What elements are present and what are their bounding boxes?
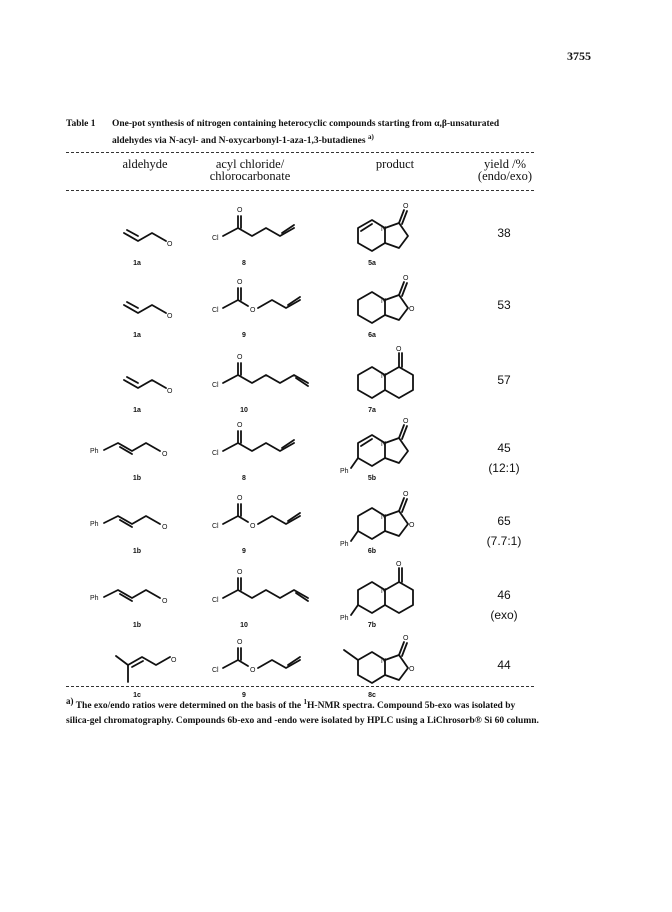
product-nitrogen-label: N bbox=[381, 226, 387, 233]
aldehyde-id-6: 1c bbox=[133, 692, 141, 699]
aldehyde-chain bbox=[124, 380, 166, 388]
product-left-ring bbox=[358, 367, 385, 398]
product-id-4: 6b bbox=[367, 548, 377, 555]
table-label: Table 1 bbox=[66, 119, 96, 129]
page-number: 3755 bbox=[567, 49, 591, 63]
reagent-id-6: 9 bbox=[242, 692, 246, 699]
aldehyde-structure-1 bbox=[82, 280, 192, 330]
aldehyde-chain bbox=[104, 443, 160, 451]
product-phenyl-bond bbox=[351, 605, 358, 615]
reagent-ester-bond bbox=[238, 300, 248, 306]
aldehyde-oxygen-label: O bbox=[162, 451, 168, 458]
header-rule bbox=[66, 190, 534, 191]
product-methyl-bond bbox=[344, 650, 358, 660]
footnote-text-a: The exo/endo ratios were determined on the basis of the bbox=[75, 701, 304, 712]
yield-value-2: 57 bbox=[497, 373, 511, 387]
yield-value-5: 46 bbox=[497, 588, 511, 602]
yield-ratio-3: (12:1) bbox=[488, 461, 520, 475]
product-nitrogen-label: N bbox=[381, 514, 387, 521]
header-acyl: acyl chloride/ chlorocarbonate bbox=[209, 157, 291, 183]
product-structure-3 bbox=[330, 413, 440, 483]
product-phenyl-bond bbox=[351, 458, 358, 468]
product-nitrogen-label: N bbox=[381, 441, 387, 448]
reagent-chain bbox=[238, 443, 294, 451]
aldehyde-chain bbox=[104, 516, 160, 524]
reagent-id-0: 8 bbox=[242, 260, 246, 267]
product-left-ring bbox=[358, 508, 385, 539]
aldehyde-id-4: 1b bbox=[132, 548, 142, 555]
aldehyde-chain bbox=[104, 590, 160, 598]
reagent-acyl-core bbox=[223, 648, 238, 668]
aldehyde-structure-2 bbox=[82, 355, 192, 405]
product-carbonyl-oxygen: O bbox=[403, 203, 409, 210]
product-nitrogen-label: N bbox=[381, 298, 387, 305]
reagent-carbonyl-oxygen: O bbox=[237, 422, 243, 429]
product-carbonyl-oxygen: O bbox=[396, 346, 402, 353]
reagent-acyl-core bbox=[223, 578, 238, 598]
reagent-ester-oxygen: O bbox=[250, 523, 256, 530]
aldehyde-structure-3 bbox=[82, 423, 192, 473]
reagent-carbonyl-oxygen: O bbox=[237, 207, 243, 214]
reagent-carbonyl-oxygen: O bbox=[237, 279, 243, 286]
reagent-chain bbox=[238, 228, 294, 236]
product-right-ring bbox=[385, 295, 408, 320]
aldehyde-oxygen-label: O bbox=[167, 313, 173, 320]
reagent-chlorine-label: Cl bbox=[212, 382, 219, 389]
yield-ratio-5: (exo) bbox=[490, 608, 518, 622]
reagent-chlorine-label: Cl bbox=[212, 450, 219, 457]
reagent-chlorine-label: Cl bbox=[212, 235, 219, 242]
product-id-0: 5a bbox=[368, 260, 376, 267]
reagent-acyl-core bbox=[223, 363, 238, 383]
aldehyde-id-3: 1b bbox=[132, 475, 142, 482]
footnote-text-b: H-NMR spectra. Compound 5b-exo was isolated by silica-gel chromatography. Compounds 6b-exo and -endo were isolated by HPLC using a LiChrosorb® Si 60 column. bbox=[66, 701, 539, 727]
caption-line-1: One-pot synthesis of nitrogen containing heterocyclic compounds starting from α,β-unsaturated bbox=[112, 119, 500, 129]
aldehyde-oxygen-label: O bbox=[162, 524, 168, 531]
reagent-chlorine-label: Cl bbox=[212, 597, 219, 604]
reagent-acyl-core bbox=[223, 504, 238, 524]
reagent-id-2: 10 bbox=[240, 407, 248, 414]
reagent-chlorine-label: Cl bbox=[212, 667, 219, 674]
reagent-carbonyl-oxygen: O bbox=[237, 495, 243, 502]
footnote-sup: 1 bbox=[303, 698, 308, 706]
product-phenyl-bond bbox=[351, 531, 358, 541]
product-carbonyl-oxygen: O bbox=[403, 491, 409, 498]
reagent-structure-6 bbox=[210, 630, 320, 692]
yield-value-1: 53 bbox=[497, 298, 511, 312]
yield-value-6: 44 bbox=[497, 658, 511, 672]
product-phenyl-label: Ph bbox=[340, 615, 349, 622]
caption-line-2: aldehydes via N-acyl- and N-oxycarbonyl-1-aza-1,3-butadienes bbox=[112, 136, 366, 147]
reagent-structure-2 bbox=[210, 345, 320, 407]
product-id-2: 7a bbox=[368, 407, 376, 414]
reagent-ester-bond bbox=[238, 516, 248, 522]
reagent-ester-oxygen: O bbox=[250, 307, 256, 314]
header-aldehyde: aldehyde bbox=[122, 157, 168, 171]
product-right-ring bbox=[385, 582, 413, 613]
product-carbonyl-oxygen: O bbox=[403, 275, 409, 282]
product-right-ring bbox=[385, 511, 408, 536]
reagent-carbonyl-oxygen: O bbox=[237, 639, 243, 646]
footnote-mark: a) bbox=[66, 696, 74, 706]
reagent-carbonyl-oxygen: O bbox=[237, 354, 243, 361]
product-structure-1 bbox=[330, 270, 440, 340]
aldehyde-structure-6 bbox=[82, 640, 192, 690]
product-carbonyl-oxygen: O bbox=[403, 418, 409, 425]
reagent-id-5: 10 bbox=[240, 622, 248, 629]
aldehyde-id-1: 1a bbox=[133, 332, 141, 339]
reagent-acyl-core bbox=[223, 431, 238, 451]
product-structure-2 bbox=[330, 345, 440, 415]
table-caption bbox=[66, 118, 546, 148]
product-structure-4 bbox=[330, 486, 440, 556]
product-structure-0 bbox=[330, 198, 440, 268]
top-rule bbox=[66, 152, 534, 153]
reagent-chlorine-label: Cl bbox=[212, 307, 219, 314]
aldehyde-oxygen-label: O bbox=[167, 388, 173, 395]
header-yield: yield /% (endo/exo) bbox=[477, 157, 533, 183]
yield-ratio-4: (7.7:1) bbox=[486, 534, 522, 548]
aldehyde-structure-5 bbox=[82, 570, 192, 620]
product-left-ring bbox=[358, 652, 385, 683]
aldehyde-structure-0 bbox=[82, 208, 192, 258]
aldehyde-id-0: 1a bbox=[133, 260, 141, 267]
reagent-id-1: 9 bbox=[242, 332, 246, 339]
aldehyde-phenyl-label: Ph bbox=[90, 521, 99, 528]
aldehyde-oxygen-label: O bbox=[171, 657, 177, 664]
product-phenyl-label: Ph bbox=[340, 468, 349, 475]
yield-value-4: 65 bbox=[497, 514, 511, 528]
product-right-ring bbox=[385, 223, 408, 248]
reagent-acyl-core bbox=[223, 216, 238, 236]
reagent-acyl-core bbox=[223, 288, 238, 308]
product-right-ring bbox=[385, 655, 408, 680]
product-phenyl-label: Ph bbox=[340, 541, 349, 548]
aldehyde-structure-4 bbox=[82, 496, 192, 546]
aldehyde-oxygen-label: O bbox=[162, 598, 168, 605]
product-id-5: 7b bbox=[367, 622, 377, 629]
reagent-structure-1 bbox=[210, 270, 320, 332]
product-nitrogen-label: N bbox=[381, 588, 387, 595]
reagent-id-4: 9 bbox=[242, 548, 246, 555]
product-ring-oxygen: O bbox=[409, 306, 415, 313]
reagent-ester-oxygen: O bbox=[250, 667, 256, 674]
header-product: product bbox=[375, 157, 415, 171]
reagent-structure-3 bbox=[210, 413, 320, 475]
reagent-ester-bond bbox=[238, 660, 248, 666]
product-ring-oxygen: O bbox=[409, 666, 415, 673]
product-nitrogen-label: N bbox=[381, 373, 387, 380]
product-right-ring bbox=[385, 438, 408, 463]
reagent-chlorine-label: Cl bbox=[212, 523, 219, 530]
product-left-ring bbox=[358, 292, 385, 323]
aldehyde-id-2: 1a bbox=[133, 407, 141, 414]
product-structure-6 bbox=[330, 630, 440, 700]
product-carbonyl-oxygen: O bbox=[396, 561, 402, 568]
reagent-structure-0 bbox=[210, 198, 320, 260]
reagent-structure-5 bbox=[210, 560, 320, 622]
aldehyde-phenyl-label: Ph bbox=[90, 448, 99, 455]
yield-value-0: 38 bbox=[497, 226, 511, 240]
product-nitrogen-label: N bbox=[381, 658, 387, 665]
product-id-3: 5b bbox=[367, 475, 377, 482]
aldehyde-oxygen-label: O bbox=[167, 241, 173, 248]
product-structure-5 bbox=[330, 560, 440, 630]
aldehyde-id-5: 1b bbox=[132, 622, 142, 629]
footnote bbox=[66, 694, 541, 729]
product-ring-oxygen: O bbox=[409, 522, 415, 529]
product-id-1: 6a bbox=[368, 332, 376, 339]
aldehyde-chain bbox=[124, 305, 166, 313]
aldehyde-chain bbox=[124, 233, 166, 241]
product-right-ring bbox=[385, 367, 413, 398]
reagent-carbonyl-oxygen: O bbox=[237, 569, 243, 576]
aldehyde-phenyl-label: Ph bbox=[90, 595, 99, 602]
product-id-6: 8c bbox=[368, 692, 376, 699]
reagent-structure-4 bbox=[210, 486, 320, 548]
product-carbonyl-oxygen: O bbox=[403, 635, 409, 642]
yield-value-3: 45 bbox=[497, 441, 511, 455]
caption-note-mark: a) bbox=[367, 133, 374, 141]
reagent-id-3: 8 bbox=[242, 475, 246, 482]
product-left-ring bbox=[358, 582, 385, 613]
